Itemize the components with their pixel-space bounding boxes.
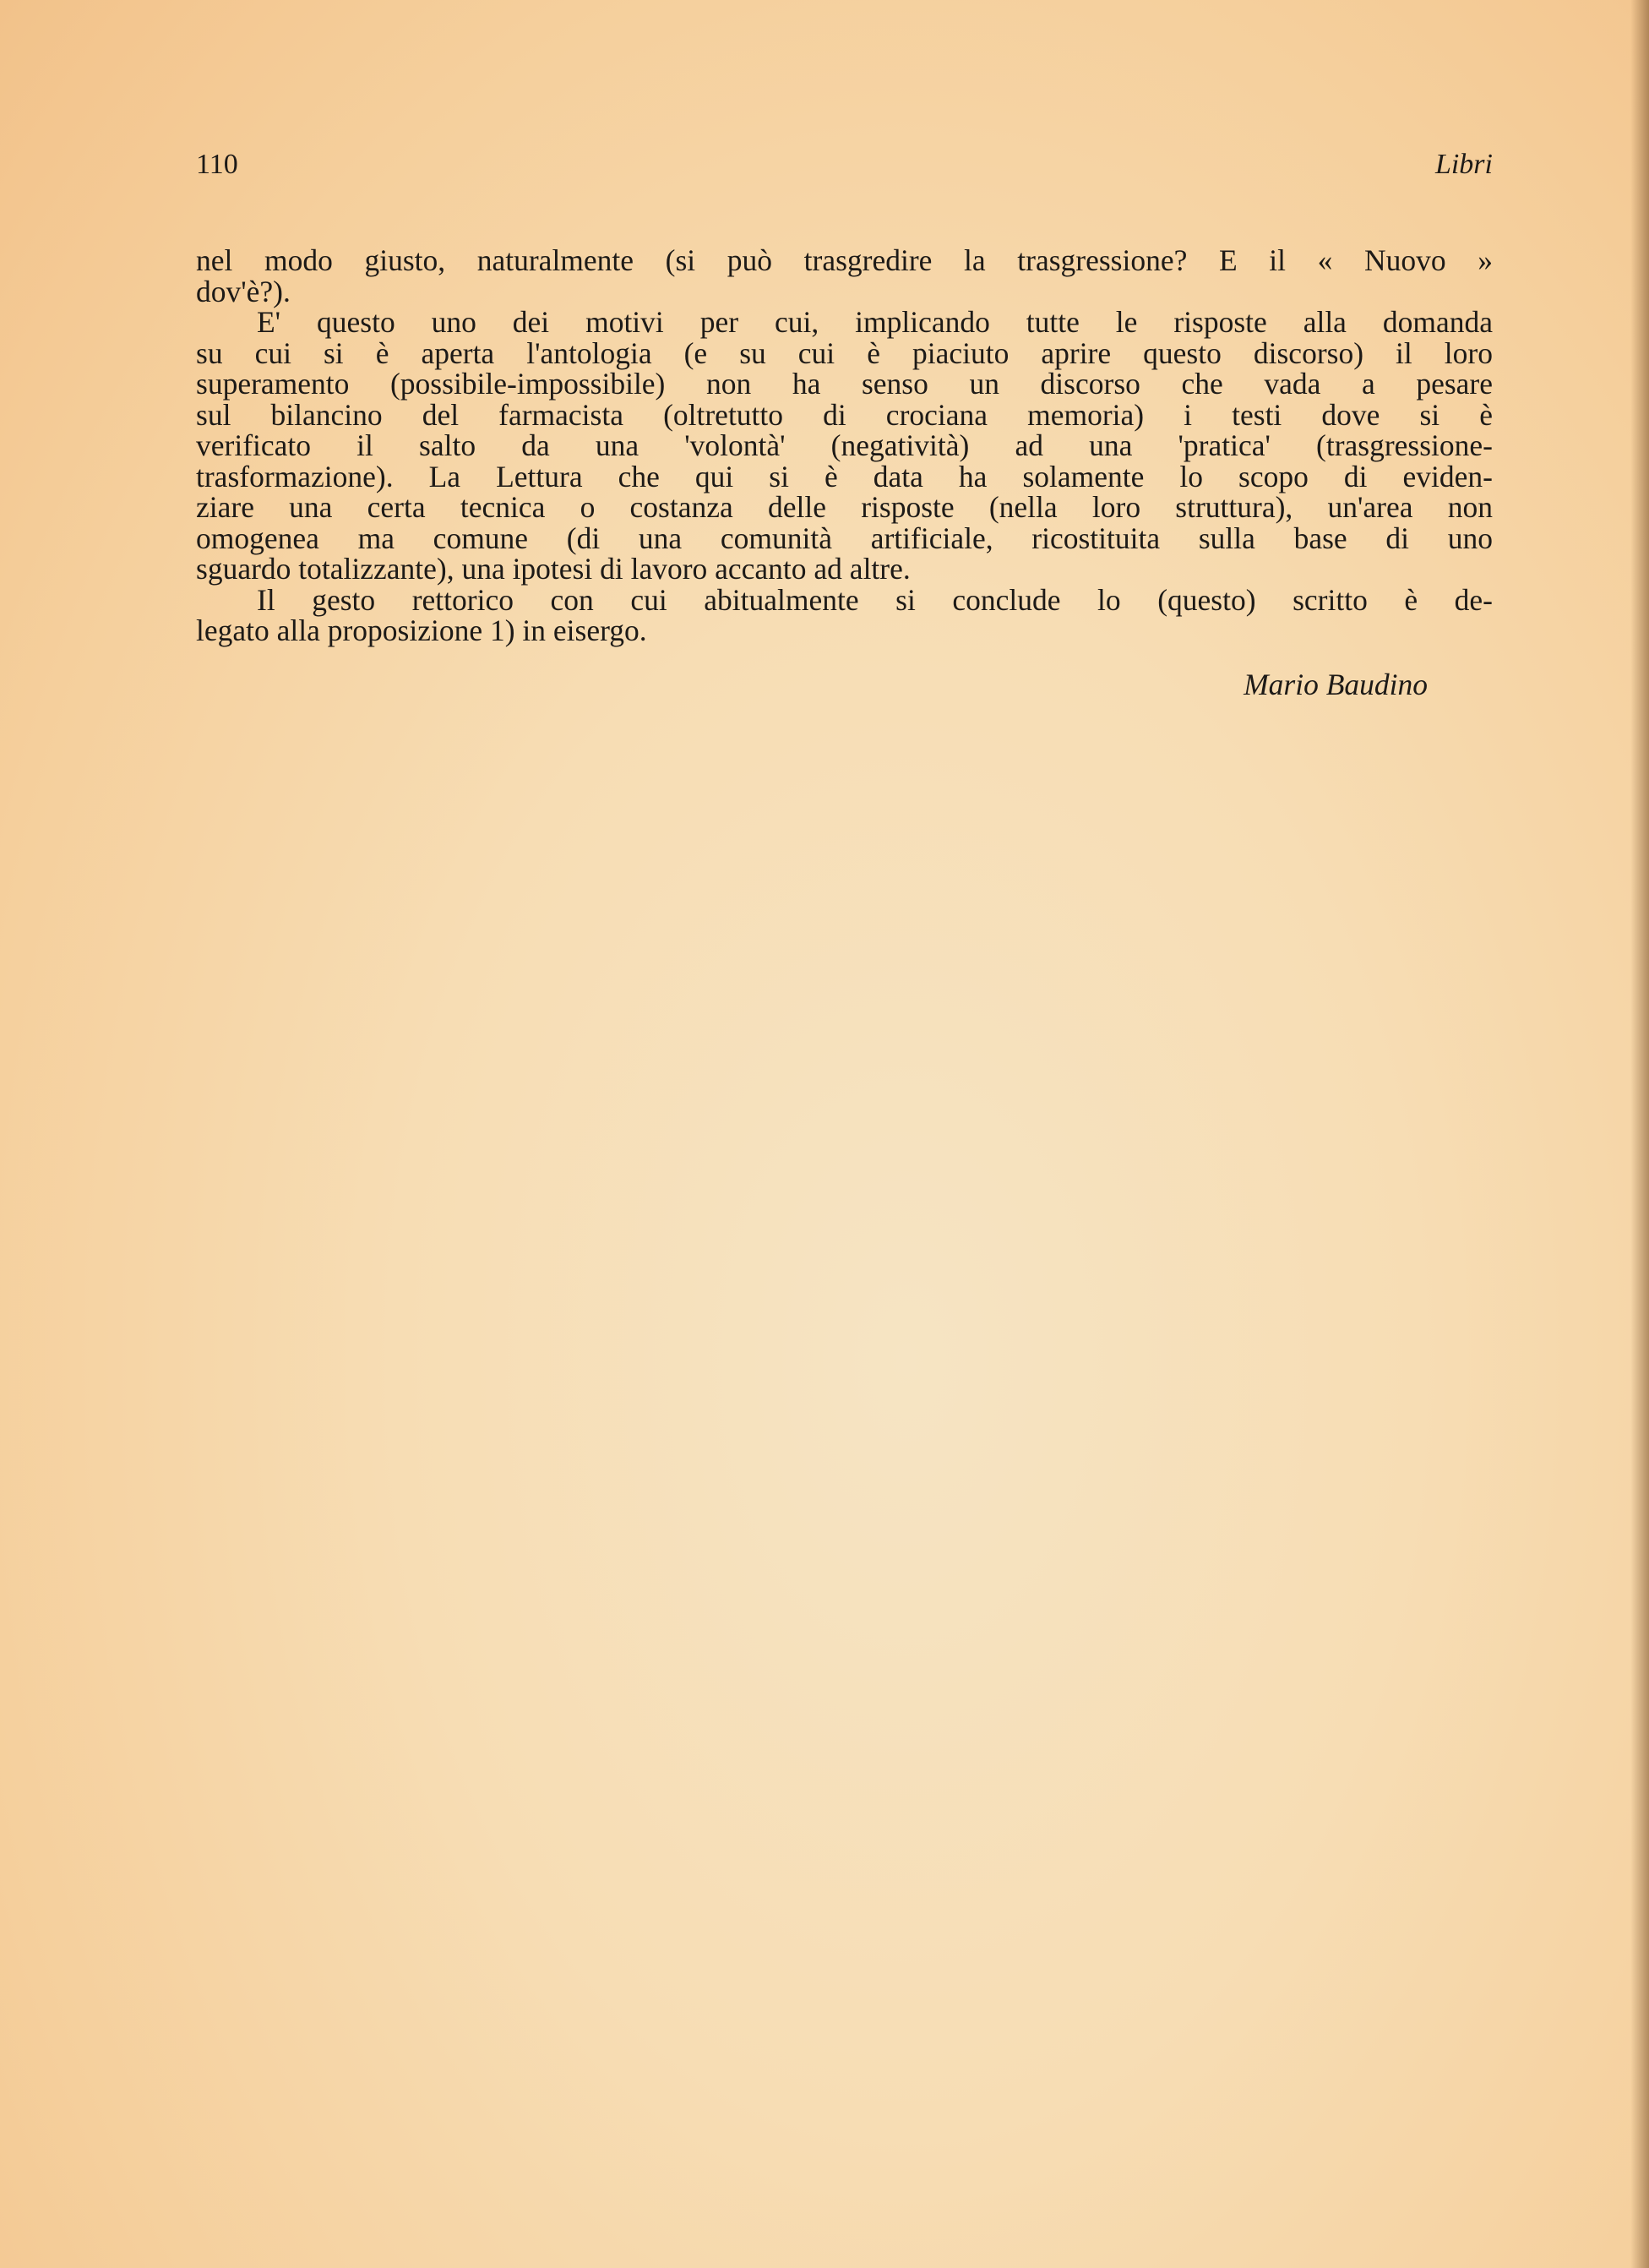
text-line: superamento (possibile-impossibile) non ha senso un discorso che vada a pesare: [196, 367, 1493, 401]
running-head: [196, 144, 1493, 186]
text-line: legato alla proposizione 1) in eisergo.: [196, 613, 647, 647]
text-line: dov'è?).: [196, 274, 291, 308]
page-number: 110: [196, 149, 238, 180]
text-line: Il gesto rettorico con cui abitualmente si conclude lo (questo) scritto è de-: [257, 582, 1493, 617]
page-edge-shadow: [1630, 0, 1649, 2268]
text-line: sguardo totalizzante), una ipotesi di lavoro accanto ad altre.: [196, 552, 911, 586]
text-line: su cui si è aperta l'antologia (e su cui è piaciuto aprire questo discorso) il loro: [196, 335, 1493, 370]
text-line: ziare una certa tecnica o costanza delle risposte (nella loro struttura), un'area non: [196, 490, 1493, 524]
section-title: Libri: [1434, 149, 1493, 180]
text-line: omogenea ma comune (di una comunità artificiale, ricostituita sulla base di uno: [196, 521, 1493, 555]
author-signature: Mario Baudino: [1244, 668, 1428, 701]
text-line: verificato il salto da una 'volontà' (negatività) ad una 'pratica' (trasgressione-: [196, 428, 1493, 462]
text-line: sul bilancino del farmacista (oltretutto di crociana memoria) i testi dove si è: [196, 397, 1493, 432]
text-line: nel modo giusto, naturalmente (si può trasgredire la trasgressione? E il « Nuovo »: [196, 243, 1493, 277]
text-line: E' questo uno dei motivi per cui, implicando tutte le risposte alla domanda: [257, 305, 1493, 339]
body-text: [196, 245, 1493, 646]
text-line: trasformazione). La Lettura che qui si è data ha solamente lo scopo di eviden-: [196, 459, 1493, 493]
